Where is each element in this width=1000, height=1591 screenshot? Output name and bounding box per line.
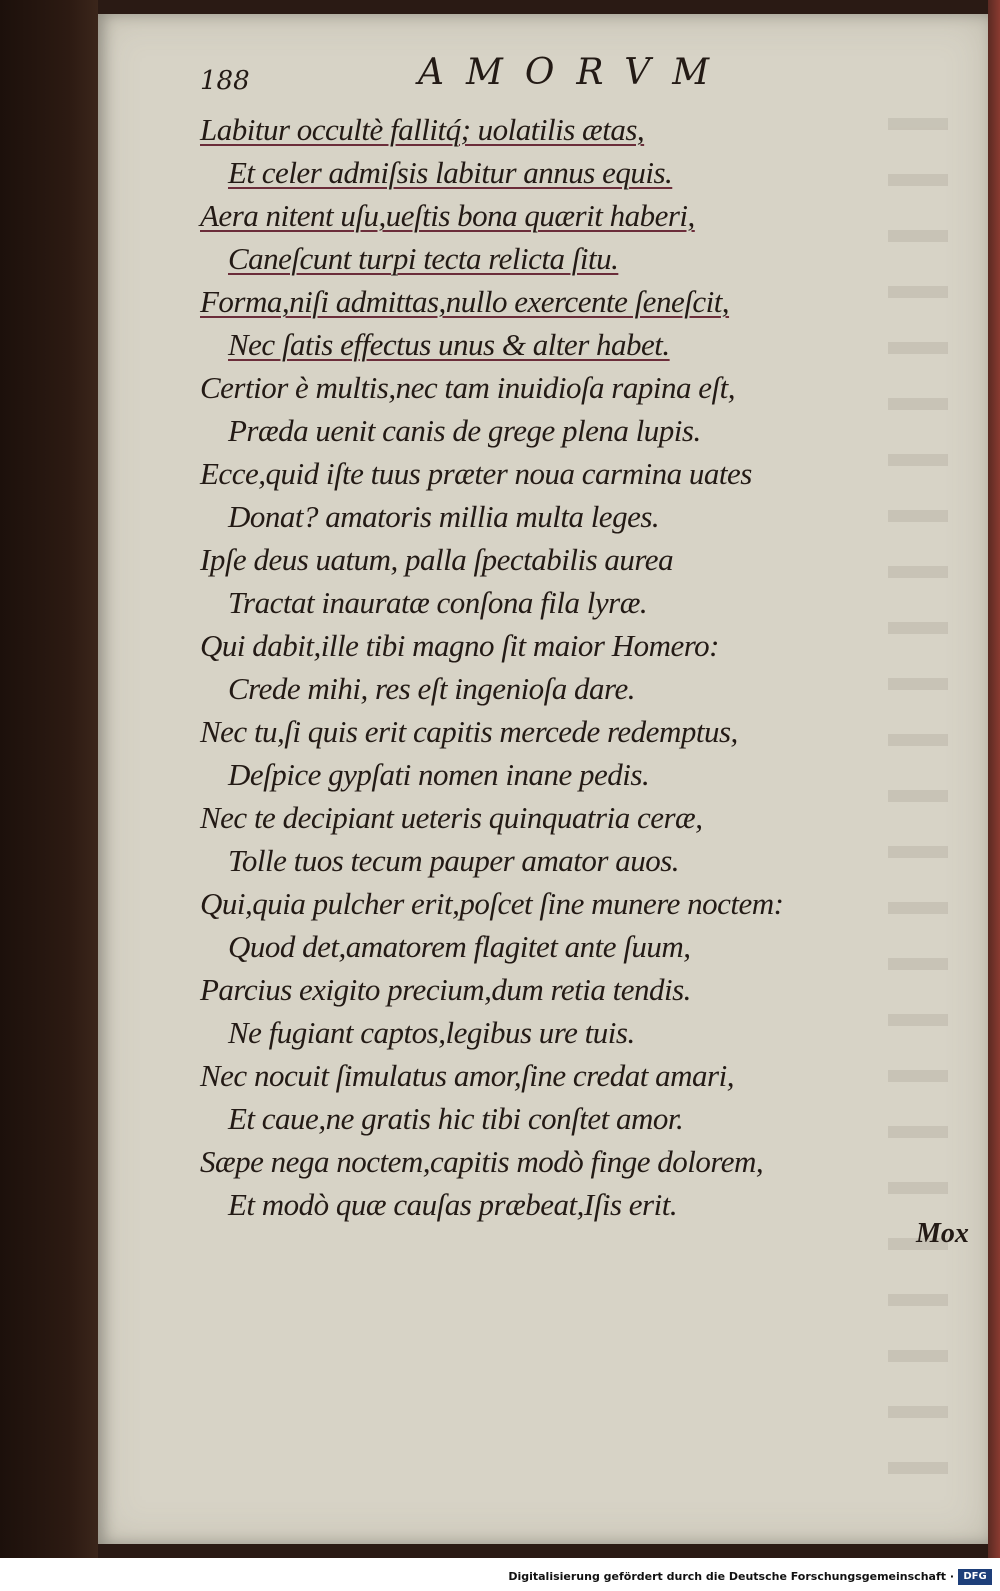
verse-line-text: Nec ſatis effectus unus & alter habet. [228,327,670,362]
verse-line [200,323,900,366]
verse-line [200,1011,900,1054]
verse-line-text: Aera nitent uſu,ueſtis bona quærit haberi, [200,198,695,233]
verse-line-text: Deſpice gypſati nomen inane pedis. [228,757,650,792]
verse-line-text: Nec te decipiant ueteris quinquatria ceræ, [200,800,703,835]
verse-line-text: Caneſcunt turpi tecta relicta ſitu. [228,241,619,276]
page-header [200,52,820,102]
verse-line [200,667,900,710]
verse-line-text: Certior è multis,nec tam inuidioſa rapina eſt, [200,370,735,405]
verse-line-text: Qui dabit,ille tibi magno ſit maior Homero: [200,628,719,663]
verse-line [200,968,900,1011]
verse-line-text: Donat? amatoris millia multa leges. [228,499,660,534]
verse-line [200,108,900,151]
verse-line [200,280,900,323]
verse-line [200,1097,900,1140]
verse-line [200,409,900,452]
verse-line [200,796,900,839]
verse-line-text: Tolle tuos tecum pauper amator auos. [228,843,680,878]
book-binding-left [0,0,98,1558]
verse-line [200,839,900,882]
verse-line [200,237,900,280]
verse-line [200,882,900,925]
book-binding-right [988,0,1000,1558]
verse-line [200,366,900,409]
verse-line [200,710,900,753]
dfg-logo: DFG [958,1569,992,1585]
verse-line-text: Tractat inauratæ conſona fila lyræ. [228,585,648,620]
footer-bar [0,1558,1000,1591]
verse-block [200,108,900,1226]
verse-line-text: Nec nocuit ſimulatus amor,ſine credat amari, [200,1058,734,1093]
verse-line [200,151,900,194]
verse-line-text: Crede mihi, res eſt ingenioſa dare. [228,671,635,706]
verse-line-text: Quod det,amatorem flagitet ante ſuum, [228,929,691,964]
verse-line-text: Ne fugiant captos,legibus ure tuis. [228,1015,635,1050]
verse-line-text: Et celer admiſsis labitur annus equis. [228,155,673,190]
verse-line [200,1140,900,1183]
verse-line [200,452,900,495]
verse-line [200,538,900,581]
verse-line-text: Et modò quæ cauſas præbeat,Iſis erit. [228,1187,678,1222]
verse-line-text: Qui,quia pulcher erit,poſcet ſine munere noctem: [200,886,784,921]
verse-line-text: Præda uenit canis de grege plena lupis. [228,413,701,448]
catchword: Mox [916,1218,969,1249]
verse-line-text: Labitur occultè fallitq́; uolatilis ætas, [200,112,645,147]
running-head: AMORVM [418,52,732,93]
verse-line-text: Et caue,ne gratis hic tibi conſtet amor. [228,1101,684,1136]
verse-line-text: Ipſe deus uatum, palla ſpectabilis aurea [200,542,674,577]
verse-line [200,581,900,624]
verse-line [200,1054,900,1097]
verse-line-text: Parcius exigito precium,dum retia tendis. [200,972,691,1007]
page-number: 188 [200,66,250,96]
verse-line-text: Forma,niſi admittas,nullo exercente ſeneſcit, [200,284,730,319]
verse-line-text: Sæpe nega noctem,capitis modò finge dolorem, [200,1144,764,1179]
verse-line-text: Ecce,quid iſte tuus præter noua carmina uates [200,456,752,491]
verse-line [200,1183,900,1226]
verse-line [200,925,900,968]
footer-credit: Digitalisierung gefördert durch die Deutsche Forschungsgemeinschaft · [508,1570,954,1583]
verse-line [200,495,900,538]
verse-line [200,624,900,667]
verse-line-text: Nec tu,ſi quis erit capitis mercede redemptus, [200,714,738,749]
verse-line [200,194,900,237]
verse-line [200,753,900,796]
